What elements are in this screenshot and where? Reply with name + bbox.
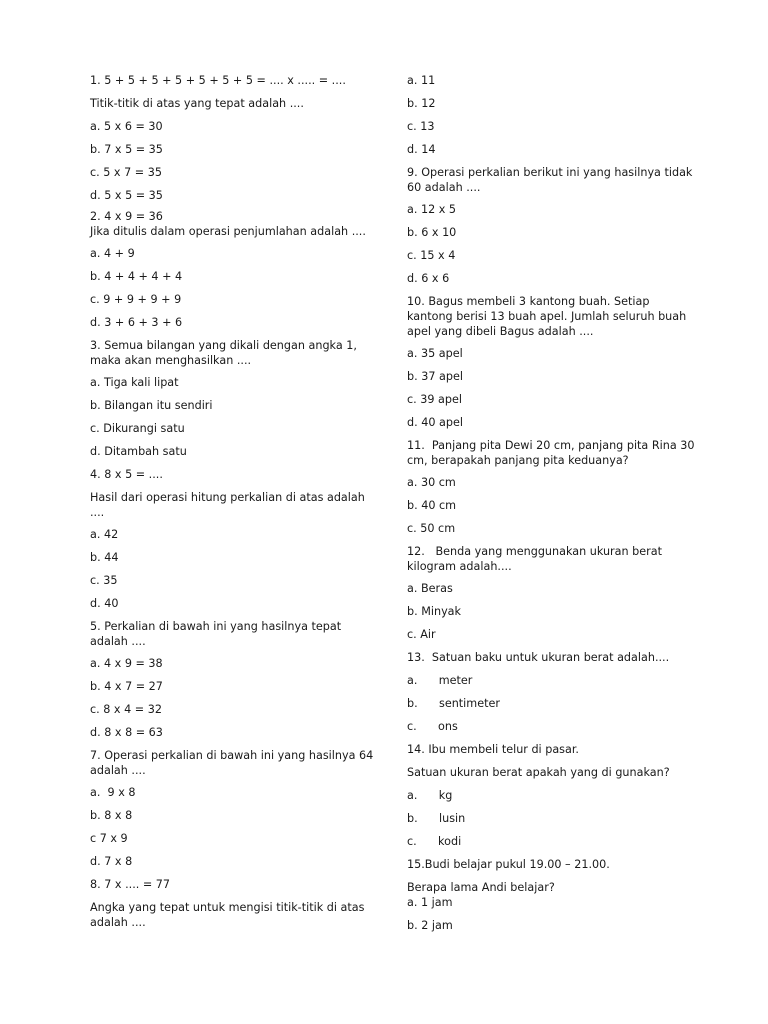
option-5d: d. 8 x 8 = 63 <box>90 726 163 739</box>
question-10: 10. Bagus membeli 3 kantong buah. Setiap kantong berisi 13 buah apel. Jumlah seluruh buah apel yang dibeli Bagus adalah .... <box>407 295 690 338</box>
option-2a: a. 4 + 9 <box>90 247 135 260</box>
option-11b: b. 40 cm <box>407 499 457 512</box>
option-8b: b. 12 <box>407 97 436 110</box>
question-11: 11. Panjang pita Dewi 20 cm, panjang pita Rina 30 cm, berapakah panjang pita keduanya? <box>407 439 699 467</box>
option-4c: c. 35 <box>90 574 118 587</box>
option-10a: a. 35 apel <box>407 347 463 360</box>
option-12a: a. Beras <box>407 582 453 595</box>
question-4: 4. 8 x 5 = .... <box>90 468 163 481</box>
option-10d: d. 40 apel <box>407 416 463 429</box>
option-2b: b. 4 + 4 + 4 + 4 <box>90 270 183 283</box>
option-7d: d. 7 x 8 <box>90 855 133 868</box>
option-8a: a. 11 <box>407 74 436 87</box>
option-8d: d. 14 <box>407 143 436 156</box>
option-4b: b. 44 <box>90 551 119 564</box>
option-15a: a. 1 jam <box>407 896 453 909</box>
option-3a: a. Tiga kali lipat <box>90 376 179 389</box>
option-4a: a. 42 <box>90 528 119 541</box>
option-14a: a. kg <box>407 789 453 802</box>
option-11a: a. 30 cm <box>407 476 456 489</box>
option-9c: c. 15 x 4 <box>407 249 456 262</box>
question-4-prompt: Hasil dari operasi hitung perkalian di atas adalah .... <box>90 491 369 519</box>
option-5a: a. 4 x 9 = 38 <box>90 657 163 670</box>
left-column <box>90 73 380 930</box>
option-14b: b. lusin <box>407 812 466 825</box>
option-9a: a. 12 x 5 <box>407 203 457 216</box>
question-14-prompt: Satuan ukuran berat apakah yang di gunakan? <box>407 766 670 779</box>
question-7: 7. Operasi perkalian di bawah ini yang hasilnya 64 adalah .... <box>90 749 377 777</box>
option-1d: d. 5 x 5 = 35 <box>90 189 163 202</box>
option-4d: d. 40 <box>90 597 119 610</box>
option-1b: b. 7 x 5 = 35 <box>90 143 163 156</box>
right-column <box>407 73 697 933</box>
question-8-prompt: Angka yang tepat untuk mengisi titik-titik di atas adalah .... <box>90 901 368 929</box>
option-9b: b. 6 x 10 <box>407 226 457 239</box>
question-12: 12. Benda yang menggunakan ukuran berat kilogram adalah.... <box>407 545 666 573</box>
option-11c: c. 50 cm <box>407 522 456 535</box>
option-13a: a. meter <box>407 674 473 687</box>
question-2-prompt: Jika ditulis dalam operasi penjumlahan adalah .... <box>90 225 366 238</box>
question-1-prompt: Titik-titik di atas yang tepat adalah .... <box>90 97 304 110</box>
option-8c: c. 13 <box>407 120 435 133</box>
option-1c: c. 5 x 7 = 35 <box>90 166 162 179</box>
option-3b: b. Bilangan itu sendiri <box>90 399 213 412</box>
question-13: 13. Satuan baku untuk ukuran berat adalah.... <box>407 651 670 664</box>
question-2: 2. 4 x 9 = 36 <box>90 210 163 223</box>
question-9: 9. Operasi perkalian berikut ini yang hasilnya tidak 60 adalah .... <box>407 166 696 194</box>
option-14c: c. kodi <box>407 835 462 848</box>
option-1a: a. 5 x 6 = 30 <box>90 120 163 133</box>
option-5c: c. 8 x 4 = 32 <box>90 703 162 716</box>
option-5b: b. 4 x 7 = 27 <box>90 680 163 693</box>
option-3d: d. Ditambah satu <box>90 445 187 458</box>
option-12b: b. Minyak <box>407 605 462 618</box>
option-7b: b. 8 x 8 <box>90 809 133 822</box>
question-3: 3. Semua bilangan yang dikali dengan angka 1, maka akan menghasilkan .... <box>90 339 361 367</box>
option-2d: d. 3 + 6 + 3 + 6 <box>90 316 183 329</box>
option-10c: c. 39 apel <box>407 393 463 406</box>
question-1: 1. 5 + 5 + 5 + 5 + 5 + 5 + 5 = .... x ..... = .... <box>90 74 346 87</box>
option-3c: c. Dikurangi satu <box>90 422 185 435</box>
option-7a: a. 9 x 8 <box>90 786 136 799</box>
option-15b: b. 2 jam <box>407 919 453 932</box>
question-8: 8. 7 x .... = 77 <box>90 878 171 891</box>
question-15: 15.Budi belajar pukul 19.00 – 21.00. <box>407 858 610 871</box>
option-7c: c 7 x 9 <box>90 832 128 845</box>
option-9d: d. 6 x 6 <box>407 272 450 285</box>
question-15-prompt: Berapa lama Andi belajar? <box>407 881 555 894</box>
question-5: 5. Perkalian di bawah ini yang hasilnya tepat adalah .... <box>90 620 345 648</box>
option-13c: c. ons <box>407 720 458 733</box>
option-10b: b. 37 apel <box>407 370 463 383</box>
option-12c: c. Air <box>407 628 436 641</box>
question-14: 14. Ibu membeli telur di pasar. <box>407 743 579 756</box>
option-2c: c. 9 + 9 + 9 + 9 <box>90 293 182 306</box>
option-13b: b. sentimeter <box>407 697 500 710</box>
